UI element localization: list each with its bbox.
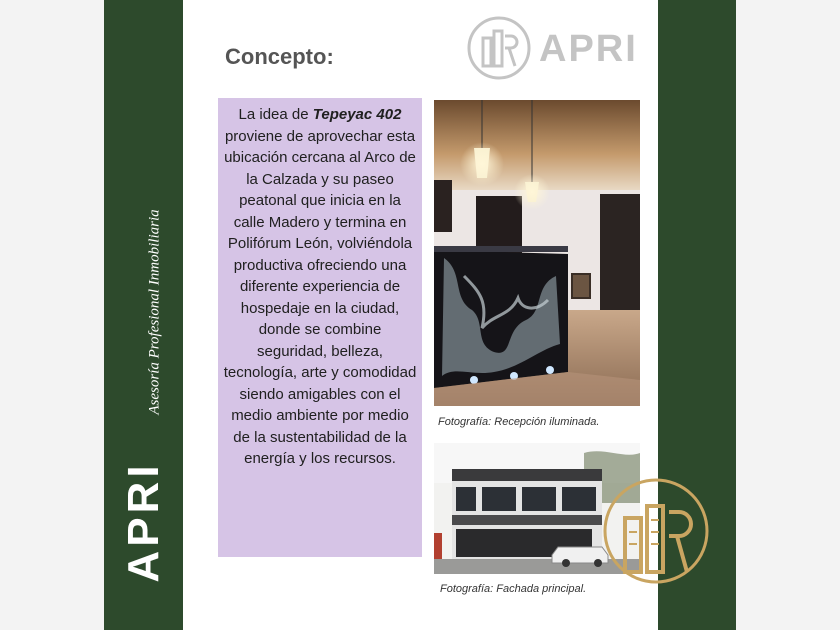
facade-photo-caption: Fotografía: Fachada principal. <box>440 583 587 595</box>
description-body: proviene de aprovechar esta ubicación cercana al Arco de la Calzada y su paseo peatonal que inicia en la calle Madero y termina en Polifórum León, volviéndola productiva ofreciendo una diferente experiencia de hospedaje en la ciudad, donde se combine seguridad, belleza, tecnología, arte y comodidad siendo amigables con el medio ambiente por medio de la sustentabilidad de la energía y los recursos. <box>223 127 417 467</box>
logo-wordmark: APRI <box>539 28 638 70</box>
outer-margin-left <box>0 0 104 630</box>
building-emblem-icon <box>465 14 533 82</box>
reception-photo <box>434 100 640 406</box>
apri-logo <box>465 14 645 82</box>
page-heading: Concepto: <box>225 44 334 69</box>
outer-margin-right <box>736 0 840 630</box>
brochure-page <box>104 0 736 630</box>
reception-photo-caption: Fotografía: Recepción iluminada. <box>438 416 600 428</box>
gold-building-emblem-icon <box>601 476 711 586</box>
description-box <box>218 98 422 557</box>
property-name: Tepeyac 402 <box>312 106 402 123</box>
band-title: APRI <box>119 461 168 583</box>
band-subtitle: Asesoría Profesional Inmobiliaria <box>146 209 163 415</box>
description-text <box>222 104 418 470</box>
left-green-band <box>104 0 183 630</box>
description-intro: La idea de <box>238 106 313 123</box>
